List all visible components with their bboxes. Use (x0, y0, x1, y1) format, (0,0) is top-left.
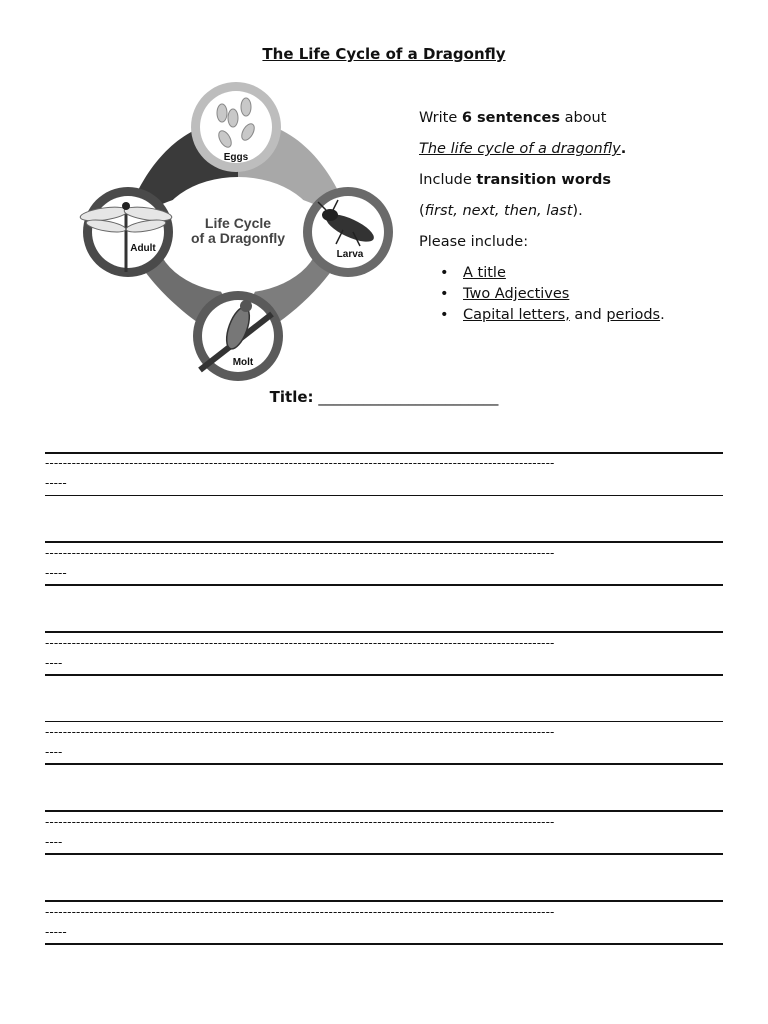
stage-label-molt: Molt (232, 357, 254, 368)
stage-label-eggs: Eggs (223, 152, 249, 163)
worksheet-title: The Life Cycle of a Dragonfly (262, 45, 506, 63)
list-item: • A title (463, 263, 749, 284)
instr-line-3: Include transition words (419, 172, 611, 188)
dash-tail: ---- (45, 656, 63, 670)
list-item: • Capital letters, and periods. (463, 305, 749, 326)
dash-line: ------------------------------------------------------------------------------------------------------------------- (45, 905, 555, 919)
writing-base-line (45, 584, 723, 586)
writing-base-line (45, 495, 723, 496)
instr-line-2: The life cycle of a dragonfly. (419, 141, 627, 157)
writing-base-line (45, 763, 723, 765)
title-label: Title: (269, 388, 314, 406)
dash-line: ------------------------------------------------------------------------------------------------------------------- (45, 456, 555, 470)
instr-line-4: (first, next, then, last). (419, 203, 583, 219)
dash-tail: ----- (45, 925, 67, 939)
writing-base-line (45, 853, 723, 855)
dash-tail: ----- (45, 566, 67, 580)
writing-base-line (45, 943, 723, 945)
life-cycle-diagram (78, 80, 398, 388)
title-blank[interactable]: ________________________ (318, 388, 499, 406)
instr-line-1: Write 6 sentences about (419, 110, 607, 126)
list-item: • Two Adjectives (463, 284, 749, 305)
dash-line: ------------------------------------------------------------------------------------------------------------------- (45, 636, 555, 650)
stage-label-larva: Larva (336, 249, 364, 260)
instructions (419, 108, 749, 326)
dash-line: ------------------------------------------------------------------------------------------------------------------- (45, 815, 555, 829)
stage-label-adult: Adult (130, 243, 156, 254)
dash-tail: ---- (45, 835, 63, 849)
dash-tail: ---- (45, 745, 63, 759)
instr-line-5: Please include: (419, 234, 529, 250)
center-title-2: of a Dragonfly (190, 230, 286, 246)
dash-line: ------------------------------------------------------------------------------------------------------------------- (45, 546, 555, 560)
writing-base-line (45, 674, 723, 676)
dash-line: ------------------------------------------------------------------------------------------------------------------- (45, 725, 555, 739)
dash-tail: ----- (45, 476, 67, 490)
center-title-1: Life Cycle (204, 215, 272, 231)
title-field[interactable] (0, 388, 768, 406)
requirements-list (419, 263, 749, 326)
